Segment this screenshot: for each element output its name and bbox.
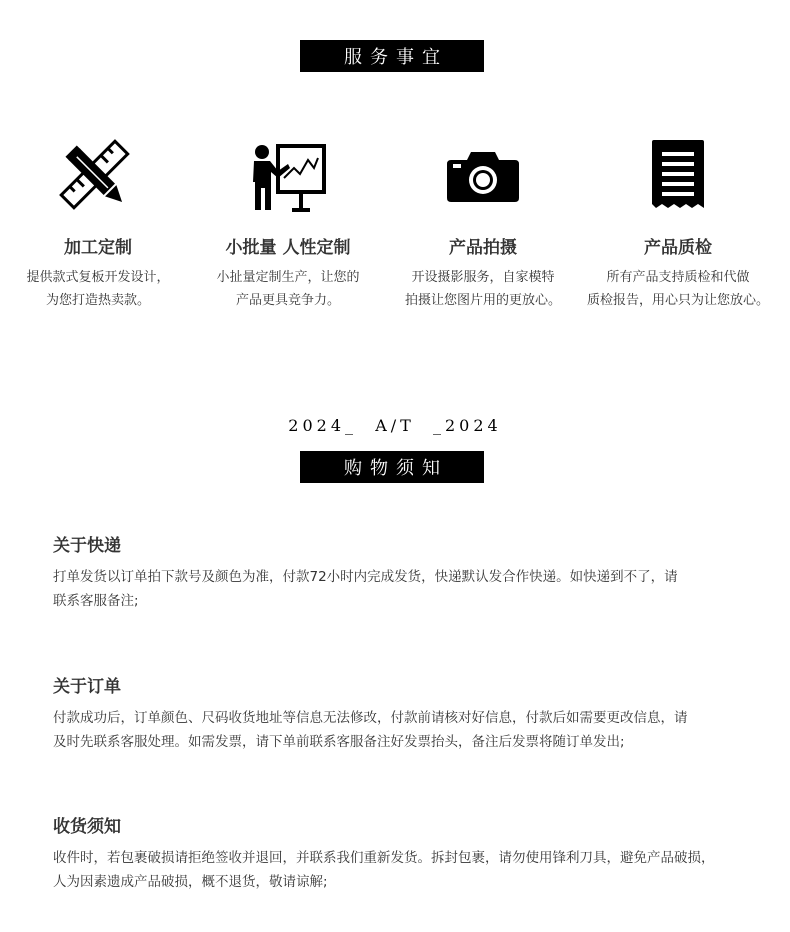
services-banner-title: 服务事宜: [344, 47, 448, 68]
shopping-notice-banner: [300, 451, 484, 483]
service-description-line: 小扯量定制生产，让您的: [216, 270, 360, 285]
service-title: 加工定制: [64, 238, 132, 258]
service-description: [580, 266, 776, 312]
notice-heading: 关于快递: [53, 536, 121, 556]
notice-body: [53, 566, 753, 613]
service-item-customization: [0, 138, 196, 312]
service-description: [190, 266, 386, 312]
notice-receipt-section: [53, 815, 753, 894]
camera-icon: [443, 138, 523, 218]
service-description-line: 拍摄让您图片用的更放心。: [404, 293, 561, 308]
service-item-small-batch: [190, 138, 386, 312]
receipt-icon: [638, 138, 718, 218]
shopping-notice-banner-title: 购物须知: [344, 458, 448, 479]
service-item-photography: [385, 138, 581, 312]
service-item-quality-check: [580, 138, 776, 312]
notice-body-line: 付款成功后，订单颜色、尺码收货地址等信息无法修改，付款前请核对好信息，付款后如需要更改信息，请: [53, 710, 688, 726]
service-description-line: 所有产品支持质检和代做: [606, 270, 750, 285]
notice-body-line: 人为因素遗成产品破损，概不退货，敬请谅解;: [53, 873, 328, 890]
service-description-line: 产品更具竞争力。: [235, 293, 340, 308]
pencil-ruler-icon: [58, 138, 138, 218]
notice-body-line: 联系客服备注;: [53, 592, 139, 609]
notice-express-section: [53, 534, 753, 613]
notice-heading: 收货须知: [53, 817, 121, 837]
service-title: 产品拍摄: [449, 238, 517, 258]
services-banner: [300, 40, 484, 72]
service-description-line: 提供款式复板开发设计，: [26, 270, 170, 285]
notice-body: [53, 707, 753, 754]
service-description-line: 为您打造热卖款。: [45, 293, 150, 308]
presentation-icon: [248, 138, 328, 218]
service-description-line: 开设摄影服务，自家模特: [411, 270, 555, 285]
notice-body-line: 及时先联系客服处理。如需发票，请下单前联系客服备注好发票抬头，备注后发票将随订单发出;: [53, 733, 625, 750]
services-section: [0, 138, 790, 338]
season-year-line: 2024_ A/T _2024: [288, 416, 502, 435]
notice-body-line: 打单发货以订单拍下款号及颜色为准，付款72小时内完成发货，快递默认发合作快递。如快递到不了，请: [53, 569, 678, 585]
service-title: 产品质检: [644, 238, 712, 258]
notice-order-section: [53, 675, 753, 754]
service-description: [385, 266, 581, 312]
notice-body: [53, 847, 753, 894]
service-title: 小批量 人性定制: [225, 238, 351, 258]
notice-heading: 关于订单: [53, 677, 121, 697]
notice-body-line: 收件时，若包裹破损请拒绝签收并退回，并联系我们重新发货。拆封包裹，请勿使用锋利刀具，避免产品破损，: [53, 850, 715, 866]
service-description-line: 质检报告，用心只为让您放心。: [586, 293, 769, 308]
service-description: [0, 266, 196, 312]
